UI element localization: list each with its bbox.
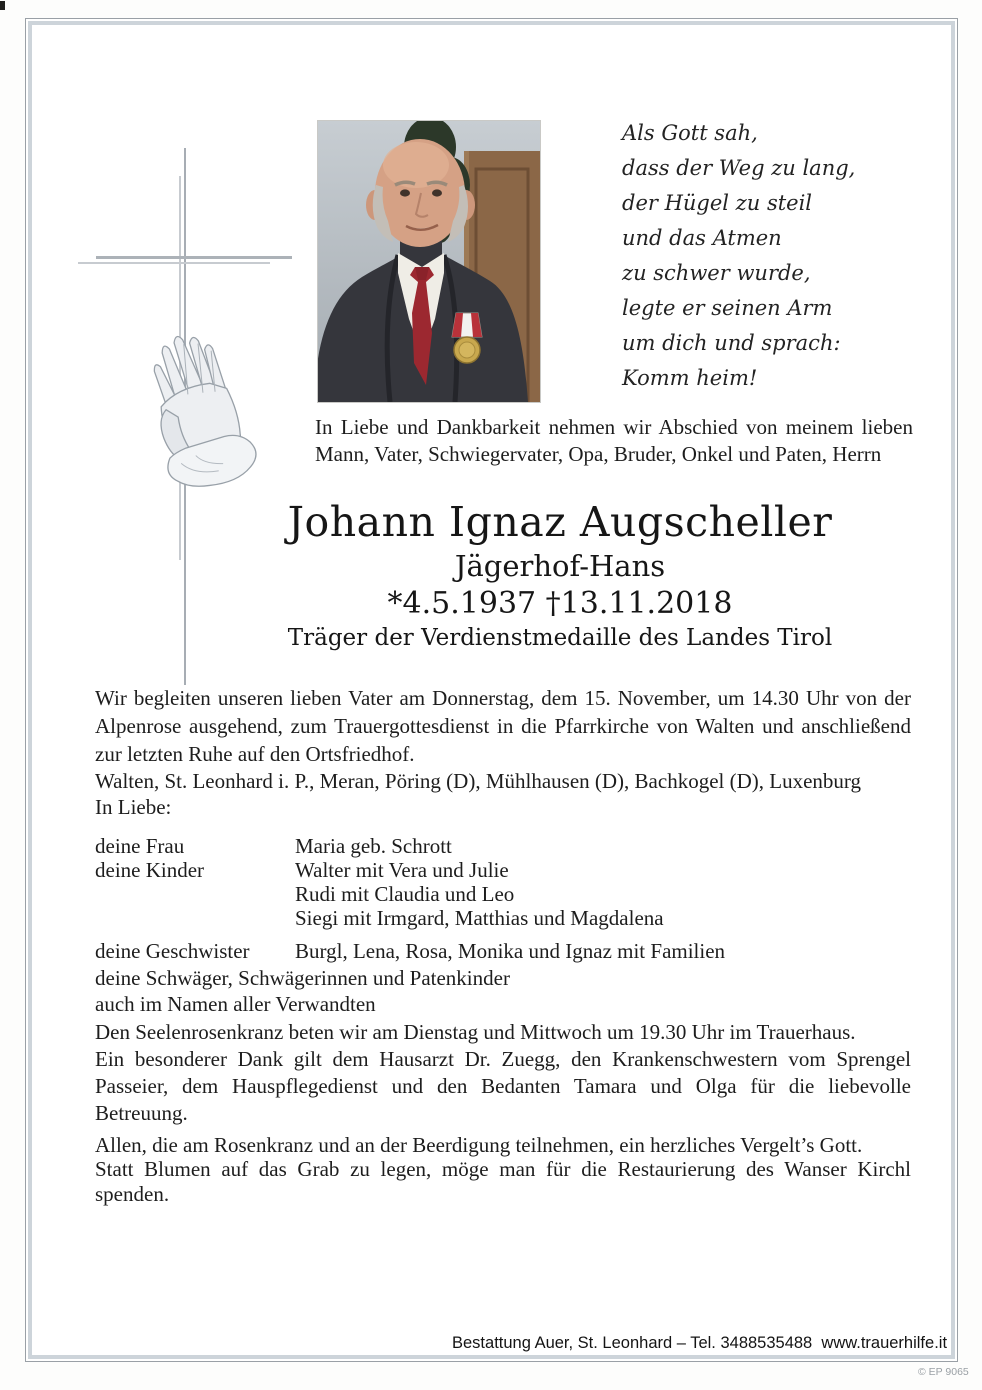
mourner-label: deine Frau (95, 834, 185, 858)
relatives-line: deine Schwäger, Schwägerinnen und Patenkinder (95, 965, 510, 990)
birth-death-dates: *4.5.1937 †13.11.2018 (387, 586, 733, 621)
farewell-intro: In Liebe und Dankbarkeit nehmen wir Abschied von meinem lieben Mann, Vater, Schwiegervater, Opa, Bruder, Onkel und Paten, Herrn (315, 415, 913, 466)
mourner-row (95, 834, 911, 858)
poem-line: dass der Weg zu lang, (622, 156, 856, 180)
relatives-line: auch im Namen aller Verwandten (95, 992, 376, 1016)
funeral-home-footer: Bestattung Auer, St. Leonhard – Tel. 3488535488 www.trauerhilfe.it (452, 1334, 948, 1352)
memorial-poem (622, 116, 855, 396)
mourner-row (95, 858, 911, 882)
siblings-label: deine Geschwister (95, 939, 250, 963)
poem-line: zu schwer wurde, (622, 261, 811, 285)
rosary-announcement: Den Seelenrosenkranz beten wir am Dienstag und Mittwoch um 19.30 Uhr im Trauerhaus. (95, 1019, 856, 1044)
mourner-value: Maria geb. Schrott (295, 834, 452, 858)
mourner-value: Rudi mit Claudia und Leo (295, 882, 515, 906)
funeral-announcement: Wir begleiten unseren lieben Vater am Donnerstag, dem 15. November, um 14.30 Uhr von der Alpenrose ausgehend, zum Trauergottesdienst in die Pfarrkirche von Walten und anschließend zur letzten Ruhe auf den Ortsfriedhof. (95, 686, 911, 766)
siblings-row (95, 938, 911, 965)
gratitude-paragraph: Allen, die am Rosenkranz und an der Beerdigung teilnehmen, ein herzliches Vergelt’s Gott. (95, 1132, 863, 1157)
scan-artifact (0, 1, 5, 10)
mourner-value: Walter mit Vera und Julie (295, 858, 509, 882)
deceased-house-name: Jägerhof-Hans (454, 549, 666, 583)
poem-line: legte er seinen Arm (622, 296, 833, 320)
donation-paragraph: Statt Blumen auf das Grab zu legen, möge man für die Restaurierung des Wanser Kirchl spenden. (95, 1157, 911, 1206)
places-line: Walten, St. Leonhard i. P., Meran, Pöring (D), Mühlhausen (D), Bachkogel (D), Luxenburg (95, 769, 862, 793)
poem-line: und das Atmen (622, 226, 782, 250)
siblings-value: Burgl, Lena, Rosa, Monika und Ignaz mit Familien (295, 939, 726, 963)
deceased-honor: Träger der Verdienstmedaille des Landes Tirol (287, 625, 833, 651)
mourner-row (95, 882, 911, 906)
mourner-label: deine Kinder (95, 858, 205, 882)
mourner-label (95, 906, 295, 930)
poem-line: der Hügel zu steil (622, 191, 813, 215)
poem-line: Komm heim! (622, 366, 758, 390)
memorial-cross-icon (78, 262, 270, 264)
deceased-block (230, 496, 890, 655)
poem-line: Als Gott sah, (622, 121, 758, 145)
poem-line: um dich und sprach: (622, 331, 841, 355)
portrait-photo (318, 121, 540, 402)
closing-block (95, 1133, 911, 1207)
body-text-column (95, 684, 911, 1206)
mourner-value: Siegi mit Irmgard, Matthias und Magdalena (295, 906, 664, 930)
mourner-row (95, 906, 911, 930)
print-code: © EP 9065 (918, 1366, 969, 1378)
thanks-paragraph: Ein besonderer Dank gilt dem Hausarzt Dr. Zuegg, den Krankenschwestern vom Sprengel Passeier, dem Hauspflegedienst und den Bedanten Tamara und Olga für die liebevolle Betreuung. (95, 1046, 911, 1125)
in-love-heading: In Liebe: (95, 795, 172, 819)
praying-hands-icon (123, 330, 275, 506)
memorial-cross-icon (96, 256, 292, 259)
deceased-name: Johann Ignaz Augscheller (287, 498, 833, 546)
mourners-list (95, 834, 911, 930)
siblings-block (95, 938, 911, 1018)
mourner-label (95, 882, 295, 906)
